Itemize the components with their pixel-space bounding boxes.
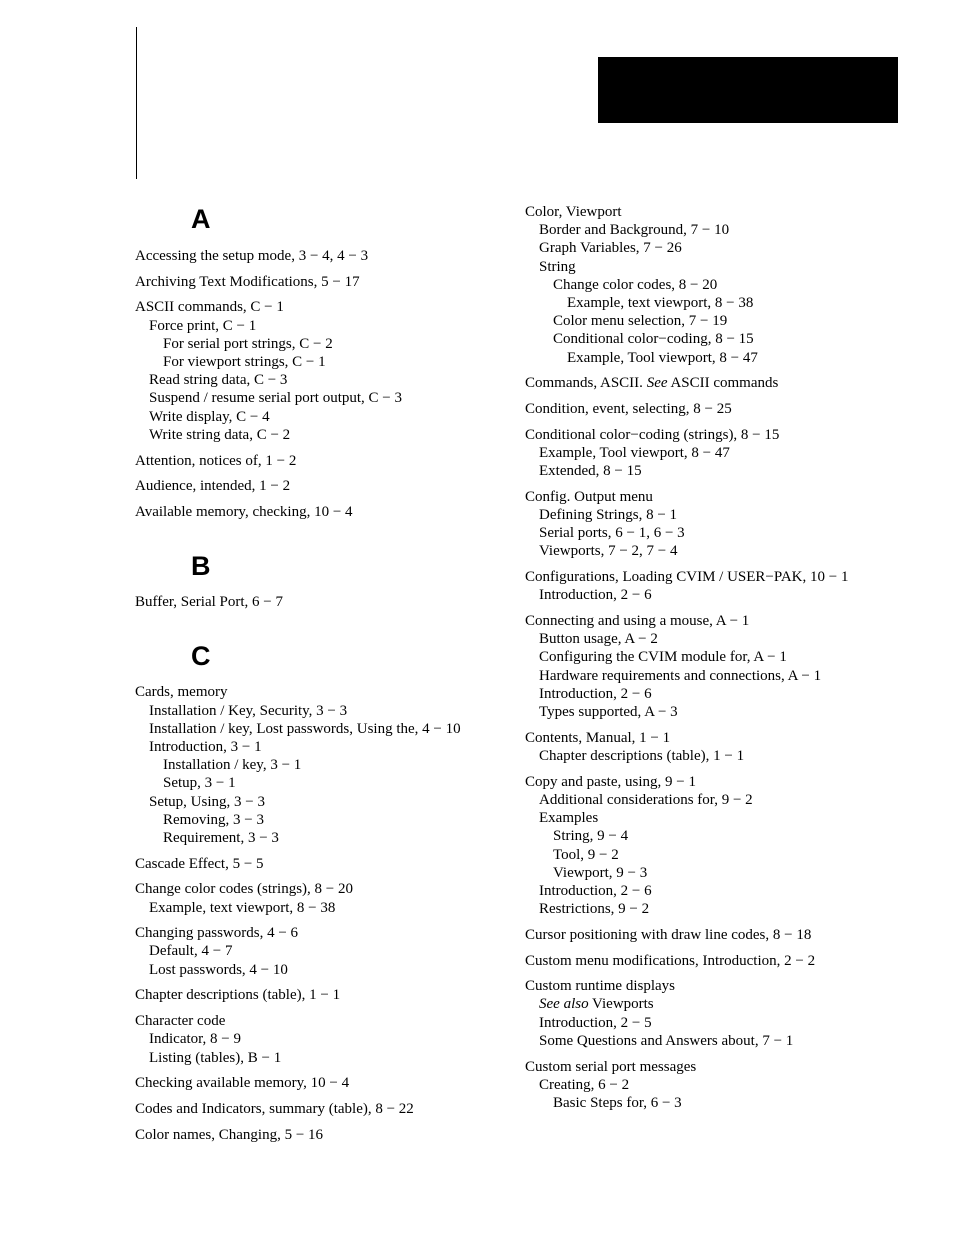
section-letter: B [191,551,211,582]
index-entry [135,452,510,470]
index-subterm: Read string data, C − 3 [149,372,288,389]
index-entry [525,729,945,765]
index-subterm: Change color codes, 8 − 20 [553,276,718,293]
index-entry [525,203,945,367]
index-entry [135,247,510,265]
index-entry [135,1012,510,1067]
index-subterm: Basic Steps for, 6 − 3 [553,1094,682,1111]
index-subterm: Write string data, C − 2 [149,426,291,443]
index-subterm: Default, 4 − 7 [149,943,233,960]
index-term: Copy and paste, using, 9 − 1 [525,773,696,790]
index-term: ASCII commands, C − 1 [135,299,284,316]
term-text: Commands, ASCII. [525,375,647,392]
index-term: Codes and Indicators, summary (table), 8 − 22 [135,1100,414,1117]
index-subterm: Examples [539,810,599,827]
index-subterm: Write display, C − 4 [149,408,270,425]
term-text: ASCII commands [667,375,779,392]
index-term [525,374,945,392]
index-term: Accessing the setup mode, 3 − 4, 4 − 3 [135,248,369,264]
index-term: Change color codes (strings), 8 − 20 [135,881,353,898]
index-subterm: Chapter descriptions (table), 1 − 1 [539,747,745,764]
index-term: Conditional color−coding (strings), 8 − 15 [525,426,780,443]
index-entry [135,1074,510,1092]
index-term: Configurations, Loading CVIM / USER−PAK, 10 − 1 [525,569,849,586]
index-subterm: Configuring the CVIM module for, A − 1 [539,649,787,666]
index-subterm: Viewports, 7 − 2, 7 − 4 [539,543,678,560]
index-term: Attention, notices of, 1 − 2 [135,452,297,469]
index-term: Changing passwords, 4 − 6 [135,925,299,942]
index-entry [135,855,510,873]
index-subterm: Installation / Key, Security, 3 − 3 [149,702,348,719]
index-subterm: Introduction, 2 − 5 [539,1014,652,1031]
index-term: Contents, Manual, 1 − 1 [525,729,671,746]
index-term: Archiving Text Modifications, 5 − 17 [135,273,360,290]
index-subterm: Force print, C − 1 [149,317,257,334]
index-subterm: Defining Strings, 8 − 1 [539,507,678,524]
index-column-right [525,203,945,1120]
index-subterm: Introduction, 2 − 6 [539,685,652,702]
index-term: Character code [135,1013,226,1030]
term-text: Viewports [588,996,654,1013]
index-subterm: Types supported, A − 3 [539,704,678,721]
index-subterm: Conditional color−coding, 8 − 15 [553,331,754,348]
index-subterm: Border and Background, 7 − 10 [539,222,730,239]
index-subterm: Setup, 3 − 1 [163,775,236,792]
index-subterm: Installation / key, 3 − 1 [163,757,302,774]
index-entry [135,880,510,916]
index-term: Buffer, Serial Port, 6 − 7 [135,594,283,611]
index-subterm: Indicator, 8 − 9 [149,1031,241,1048]
index-subterm: Introduction, 2 − 6 [539,882,652,899]
index-entry [525,1058,945,1113]
index-subterm: Example, text viewport, 8 − 38 [567,295,754,312]
cross-reference: See [646,375,668,392]
index-term: Condition, event, selecting, 8 − 25 [525,401,732,418]
index-subterm: Additional considerations for, 9 − 2 [539,791,753,808]
index-subterm: Listing (tables), B − 1 [149,1049,282,1066]
index-term: Available memory, checking, 10 − 4 [135,503,353,520]
cross-reference: See also [539,996,589,1013]
index-subterm: Creating, 6 − 2 [539,1076,630,1093]
index-entry [525,926,945,944]
margin-rule [136,27,137,179]
index-entry [525,400,945,418]
index-entry [525,488,945,561]
index-subterm [525,995,945,1013]
index-subterm: Suspend / resume serial port output, C − 3 [149,390,403,407]
index-subterm: Graph Variables, 7 − 26 [539,240,682,257]
index-subterm: Hardware requirements and connections, A − 1 [539,667,822,684]
index-entry [135,1100,510,1118]
index-subterm: Example, text viewport, 8 − 38 [149,899,336,916]
index-entry [135,503,510,521]
index-subterm: Removing, 3 − 3 [163,811,264,828]
index-subterm: Serial ports, 6 − 1, 6 − 3 [539,525,685,542]
index-term: Cascade Effect, 5 − 5 [135,855,264,872]
index-term: Chapter descriptions (table), 1 − 1 [135,987,341,1004]
index-term: Color names, Changing, 5 − 16 [135,1126,324,1143]
index-subterm: Example, Tool viewport, 8 − 47 [567,349,758,366]
chapter-tab [598,57,898,123]
index-subterm: Viewport, 9 − 3 [553,864,648,881]
index-subterm: Requirement, 3 − 3 [163,829,279,846]
index-subterm: Some Questions and Answers about, 7 − 1 [539,1032,794,1049]
section-letter: C [191,641,211,672]
index-term: Custom menu modifications, Introduction, 2 − 2 [525,952,816,969]
index-subterm: Introduction, 3 − 1 [149,738,262,755]
index-entry [135,1126,510,1144]
index-subterm: Tool, 9 − 2 [553,846,619,863]
index-term: Custom runtime displays [525,978,675,995]
index-entry [525,612,945,721]
index-subterm: Color menu selection, 7 − 19 [553,313,728,330]
index-entry [525,568,945,604]
index-entry [135,986,510,1004]
index-subterm: Lost passwords, 4 − 10 [149,961,288,978]
index-subterm: For serial port strings, C − 2 [163,335,333,352]
section-letter: A [191,204,211,234]
index-term: Audience, intended, 1 − 2 [135,478,291,495]
index-subterm: Setup, Using, 3 − 3 [149,793,265,810]
index-entry [135,593,510,611]
index-entry [525,952,945,970]
index-subterm: String [539,258,576,275]
index-entry [525,374,945,392]
index-subterm: Installation / key, Lost passwords, Using the, 4 − 10 [149,720,461,737]
index-entry [135,683,510,847]
index-term: Cards, memory [135,684,228,701]
index-term: Connecting and using a mouse, A − 1 [525,613,750,630]
index-entry [135,924,510,979]
index-subterm: String, 9 − 4 [553,828,629,845]
index-subterm: Example, Tool viewport, 8 − 47 [539,444,730,461]
index-column-left [135,203,510,1151]
index-subterm: Button usage, A − 2 [539,631,658,648]
index-entry [525,977,945,1050]
index-term: Checking available memory, 10 − 4 [135,1075,350,1092]
index-term: Custom serial port messages [525,1058,697,1075]
index-subterm: Extended, 8 − 15 [539,463,642,480]
index-entry [135,273,510,291]
index-term: Color, Viewport [525,204,622,220]
index-entry [525,426,945,481]
index-subterm: For viewport strings, C − 1 [163,354,326,371]
index-entry [135,298,510,444]
index-entry [525,773,945,919]
index-term: Cursor positioning with draw line codes, 8 − 18 [525,926,812,943]
index-subterm: Restrictions, 9 − 2 [539,901,650,918]
index-entry [135,477,510,495]
index-subterm: Introduction, 2 − 6 [539,587,652,604]
index-term: Config. Output menu [525,488,653,505]
